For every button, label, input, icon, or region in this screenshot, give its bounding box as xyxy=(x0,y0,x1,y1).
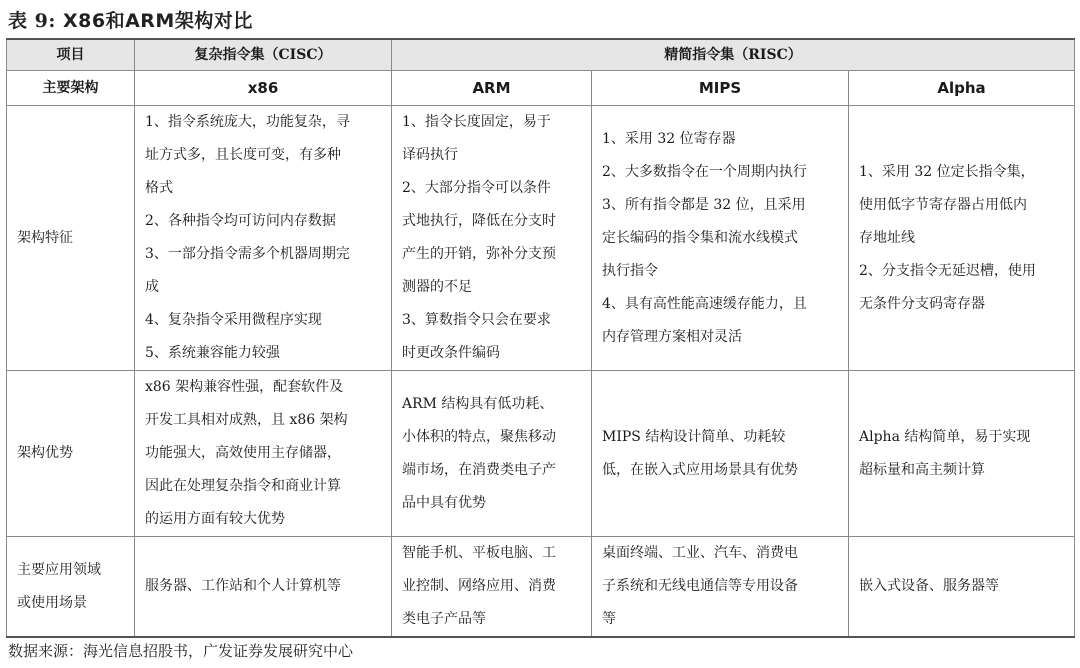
table-header-row xyxy=(7,39,1075,71)
cell-line: 超标量和高主频计算 xyxy=(859,461,985,478)
cell-line: 1、采用 32 位寄存器 xyxy=(602,130,736,147)
features-arm xyxy=(392,106,592,371)
cell-line: ARM 结构具有低功耗、 xyxy=(402,395,554,412)
cell-line: 2、大部分指令可以条件 xyxy=(402,180,551,196)
applications-label xyxy=(7,537,135,638)
cell-line: 嵌入式设备、服务器等 xyxy=(859,578,999,594)
cell-line: 等 xyxy=(602,611,616,627)
cell-line: 1、指令系统庞大，功能复杂，寻 xyxy=(145,114,350,130)
advantages-mips xyxy=(592,371,849,537)
cell-line: 使用低字节寄存器占用低内 xyxy=(859,196,1027,213)
cell-line: 时更改条件编码 xyxy=(402,345,500,361)
cell-line: MIPS 结构设计简单、功耗较 xyxy=(602,428,786,445)
cell-line: 业控制、网络应用、消费 xyxy=(402,578,556,594)
cell-line: 1、采用 32 位定长指令集， xyxy=(859,163,1035,180)
data-source-note: 数据来源：海光信息招股书，广发证券发展研究中心 xyxy=(8,642,354,660)
cell-line: 的运用方面有较大优势 xyxy=(145,511,285,527)
cell-line: 3、所有指令都是 32 位，且采用 xyxy=(602,196,806,213)
arch-row xyxy=(7,71,1075,106)
advantages-x86 xyxy=(135,371,392,537)
cell-line: 子系统和无线电通信等专用设备 xyxy=(602,578,798,594)
table-title xyxy=(8,6,253,34)
cell-line: 4、具有高性能高速缓存能力，且 xyxy=(602,295,807,312)
cell-line: 测器的不足 xyxy=(402,279,472,295)
advantages-label: 架构优势 xyxy=(7,371,135,537)
cell-line: 产生的开销，弥补分支预 xyxy=(402,246,556,262)
cell-line: 内存管理方案相对灵活 xyxy=(602,328,742,345)
advantages-arm xyxy=(392,371,592,537)
cell-line: 因此在处理复杂指令和商业计算 xyxy=(145,478,341,494)
cell-line: 服务器、工作站和个人计算机等 xyxy=(145,578,341,594)
features-row xyxy=(7,106,1075,371)
cell-line: 址方式多，且长度可变，有多种 xyxy=(145,147,341,163)
cell-line: 端市场，在消费类电子产 xyxy=(402,461,556,478)
applications-row xyxy=(7,537,1075,638)
cell-line: 3、一部分指令需多个机器周期完 xyxy=(145,246,350,262)
cell-line: Alpha 结构简单，易于实现 xyxy=(859,428,1031,445)
table-title-text: X86和ARM架构对比 xyxy=(62,10,253,32)
applications-alpha xyxy=(849,537,1075,638)
arch-alpha: Alpha xyxy=(849,71,1075,106)
cell-line: 开发工具相对成熟，且 x86 架构 xyxy=(145,412,348,428)
cell-line: 5、系统兼容能力较强 xyxy=(145,345,280,361)
arch-arm: ARM xyxy=(392,71,592,106)
cell-line: 2、大多数指令在一个周期内执行 xyxy=(602,163,807,180)
cell-line: 定长编码的指令集和流水线模式 xyxy=(602,229,798,246)
cell-line: 主要应用领域 xyxy=(17,561,101,578)
cell-line: 功能强大，高效使用主存储器， xyxy=(145,445,341,461)
cell-line: 1、指令长度固定，易于 xyxy=(402,114,551,130)
features-x86 xyxy=(135,106,392,371)
table-number: 表 9: xyxy=(8,10,56,32)
cell-line: 小体积的特点，聚焦移动 xyxy=(402,428,556,445)
cell-line: 存地址线 xyxy=(859,229,915,246)
cell-line: 3、算数指令只会在要求 xyxy=(402,312,551,328)
cell-line: 译码执行 xyxy=(402,147,458,163)
comparison-table xyxy=(6,38,1075,638)
features-mips xyxy=(592,106,849,371)
cell-line: x86 架构兼容性强，配套软件及 xyxy=(145,379,344,395)
cell-line: 式地执行，降低在分支时 xyxy=(402,213,556,229)
advantages-alpha xyxy=(849,371,1075,537)
header-risc: 精简指令集（RISC） xyxy=(392,39,1075,71)
header-item: 项目 xyxy=(7,39,135,71)
cell-line: 2、各种指令均可访问内存数据 xyxy=(145,213,336,229)
cell-line: 格式 xyxy=(145,180,173,196)
arch-x86: x86 xyxy=(135,71,392,106)
cell-line: 类电子产品等 xyxy=(402,611,486,627)
cell-line: 桌面终端、工业、汽车、消费电 xyxy=(602,545,798,561)
features-alpha xyxy=(849,106,1075,371)
cell-line: 执行指令 xyxy=(602,262,658,279)
cell-line: 无条件分支码寄存器 xyxy=(859,295,985,312)
cell-line: 品中具有优势 xyxy=(402,494,486,511)
header-cisc: 复杂指令集（CISC） xyxy=(135,39,392,71)
cell-line: 2、分支指令无延迟槽，使用 xyxy=(859,262,1036,279)
applications-arm xyxy=(392,537,592,638)
features-label: 架构特征 xyxy=(7,106,135,371)
cell-line: 智能手机、平板电脑、工 xyxy=(402,545,556,561)
cell-line: 4、复杂指令采用微程序实现 xyxy=(145,312,322,328)
cell-line: 成 xyxy=(145,279,159,295)
arch-mips: MIPS xyxy=(592,71,849,106)
cell-line: 低，在嵌入式应用场景具有优势 xyxy=(602,461,798,478)
advantages-row xyxy=(7,371,1075,537)
applications-mips xyxy=(592,537,849,638)
cell-line: 或使用场景 xyxy=(17,594,87,611)
applications-x86 xyxy=(135,537,392,638)
arch-row-label: 主要架构 xyxy=(7,71,135,106)
